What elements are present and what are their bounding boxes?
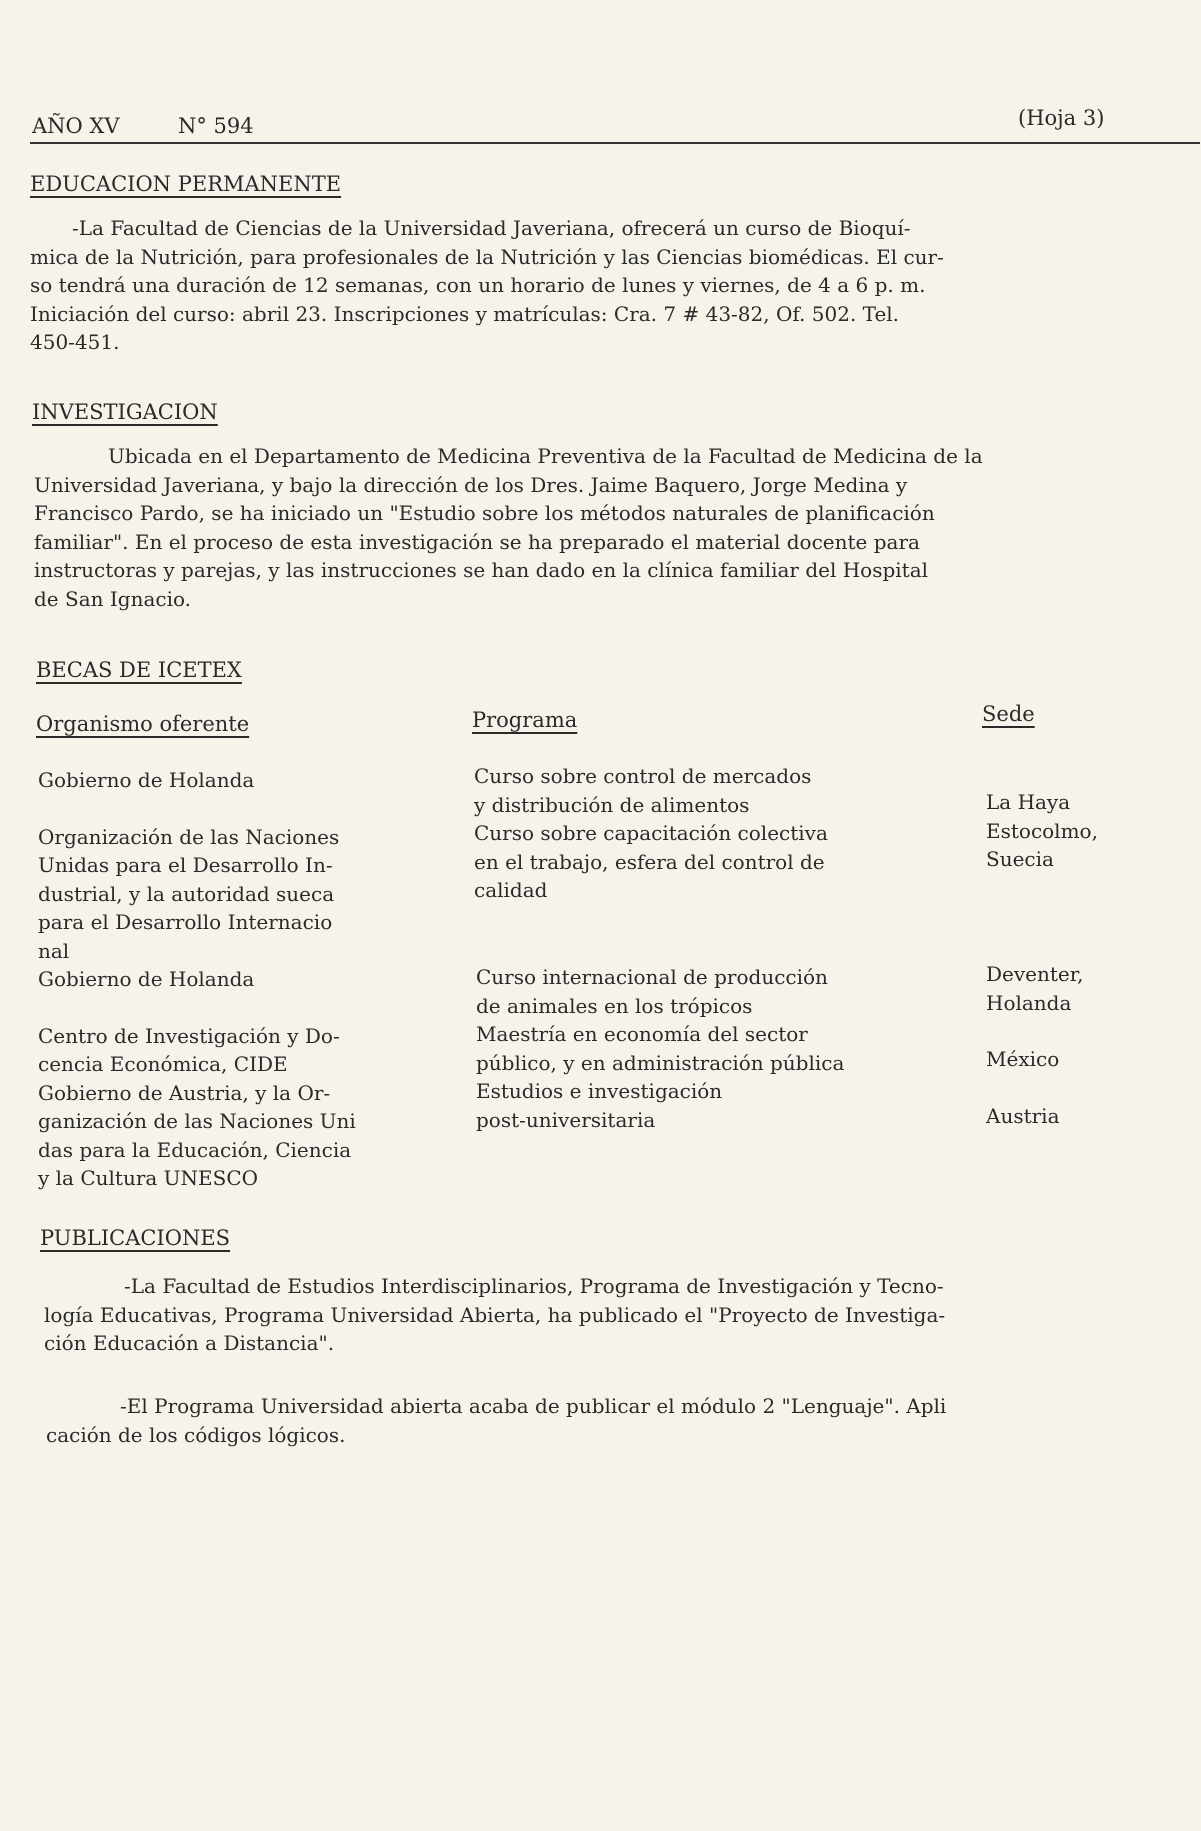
sede-line: Holanda <box>986 990 1072 1015</box>
text-line: Ubicada en el Departamento de Medicina Preventiva de la Facultad de Medicina de la <box>108 444 983 468</box>
programa-line: de animales en los trópicos <box>476 993 753 1018</box>
programa-column <box>474 762 828 905</box>
sede-line: México <box>986 1047 1060 1071</box>
text-line: -El Programa Universidad abierta acaba de publicar el módulo 2 "Lenguaje". Apli <box>120 1394 947 1418</box>
programa-line: Curso sobre capacitación colectiva <box>474 821 828 845</box>
sede-line: Estocolmo, <box>986 818 1098 843</box>
text-line: -La Facultad de Ciencias de la Universidad Javeriana, ofrecerá un curso de Bioquí- <box>72 216 911 240</box>
programa-line: público, y en administración pública <box>476 1050 845 1075</box>
text-line: mica de la Nutrición, para profesionales de la Nutrición y las Ciencias biomédicas. El cur- <box>30 244 944 269</box>
organismo-line: Centro de Investigación y Do- <box>38 1023 340 1048</box>
text-line: -La Facultad de Estudios Interdisciplinarios, Programa de Investigación y Tecno- <box>124 1274 944 1298</box>
paragraph-educacion <box>30 214 944 357</box>
column-header-organismo: Organismo oferente <box>36 712 250 736</box>
paragraph-publicaciones-1 <box>44 1272 945 1358</box>
text-line: instructoras y parejas, y las instrucciones se han dado en la clínica familiar del Hospital <box>34 558 929 582</box>
organismo-line: nal <box>38 938 70 963</box>
column-header-programa: Programa <box>472 708 578 732</box>
organismo-line: Gobierno de Austria, y la Or- <box>38 1080 331 1105</box>
programa-line: Curso sobre control de mercados <box>474 764 812 788</box>
text-line: 450-451. <box>30 330 120 354</box>
column-header-sede: Sede <box>982 702 1035 726</box>
sheet-number: (Hoja 3) <box>1018 106 1105 130</box>
programa-line: post-universitaria <box>476 1107 656 1132</box>
organismo-line: Gobierno de Holanda <box>38 967 255 991</box>
programa-line: y distribución de alimentos <box>474 792 750 817</box>
organismo-line: Unidas para el Desarrollo In- <box>38 853 333 877</box>
sede-line: La Haya <box>986 790 1071 814</box>
organismo-line: dustrial, y la autoridad sueca <box>38 881 335 906</box>
programa-column-lower <box>476 963 844 1134</box>
text-line: familiar". En el proceso de esta investigación se ha preparado el material docente para <box>34 529 920 554</box>
organismo-line: cencia Económica, CIDE <box>38 1052 288 1076</box>
programa-line: calidad <box>474 878 548 902</box>
section-title-becas: BECAS DE ICETEX <box>36 658 242 682</box>
text-line: so tendrá una duración de 12 semanas, con un horario de lunes y viernes, de 4 a 6 p. m. <box>30 273 926 297</box>
text-line: Universidad Javeriana, y bajo la dirección de los Dres. Jaime Baquero, Jorge Medina y <box>34 472 908 497</box>
organismo-line: para el Desarrollo Internacio <box>38 910 333 934</box>
text-line: cación de los códigos lógicos. <box>46 1422 346 1447</box>
issue-number: N° 594 <box>178 114 254 138</box>
text-line: ción Educación a Distancia". <box>44 1331 335 1355</box>
programa-line: Maestría en economía del sector <box>476 1022 808 1046</box>
header-rule <box>30 142 1200 144</box>
section-title-investigacion: INVESTIGACION <box>32 400 218 424</box>
paragraph-investigacion <box>34 442 983 613</box>
text-line: Francisco Pardo, se ha iniciado un "Estudio sobre los métodos naturales de planificación <box>34 501 935 525</box>
organismo-column <box>38 766 356 1193</box>
organismo-line: Organización de las Naciones <box>38 824 340 849</box>
organismo-line: ganización de las Naciones Uni <box>38 1109 356 1133</box>
text-line: Iniciación del curso: abril 23. Inscripciones y matrículas: Cra. 7 # 43-82, Of. 502. Tel. <box>30 301 900 326</box>
sede-column-lower <box>986 960 1083 1130</box>
sede-line: Suecia <box>986 847 1054 871</box>
text-line: logía Educativas, Programa Universidad Abierta, ha publicado el "Proyecto de Investiga- <box>44 1302 946 1327</box>
organismo-line: y la Cultura UNESCO <box>38 1166 259 1190</box>
organismo-line: das para la Educación, Ciencia <box>38 1137 352 1162</box>
sede-line: Austria <box>986 1103 1060 1128</box>
paragraph-publicaciones-2 <box>46 1392 946 1449</box>
programa-line: Curso internacional de producción <box>476 965 828 989</box>
section-title-publicaciones: PUBLICACIONES <box>40 1226 231 1250</box>
programa-line: Estudios e investigación <box>476 1079 723 1103</box>
sede-line: Deventer, <box>986 962 1084 986</box>
section-title-educacion: EDUCACION PERMANENTE <box>30 172 342 196</box>
organismo-line: Gobierno de Holanda <box>38 768 255 792</box>
programa-line: en el trabajo, esfera del control de <box>474 849 825 874</box>
sede-column <box>986 788 1098 874</box>
issue-year: AÑO XV <box>32 114 120 138</box>
text-line: de San Ignacio. <box>34 586 192 611</box>
